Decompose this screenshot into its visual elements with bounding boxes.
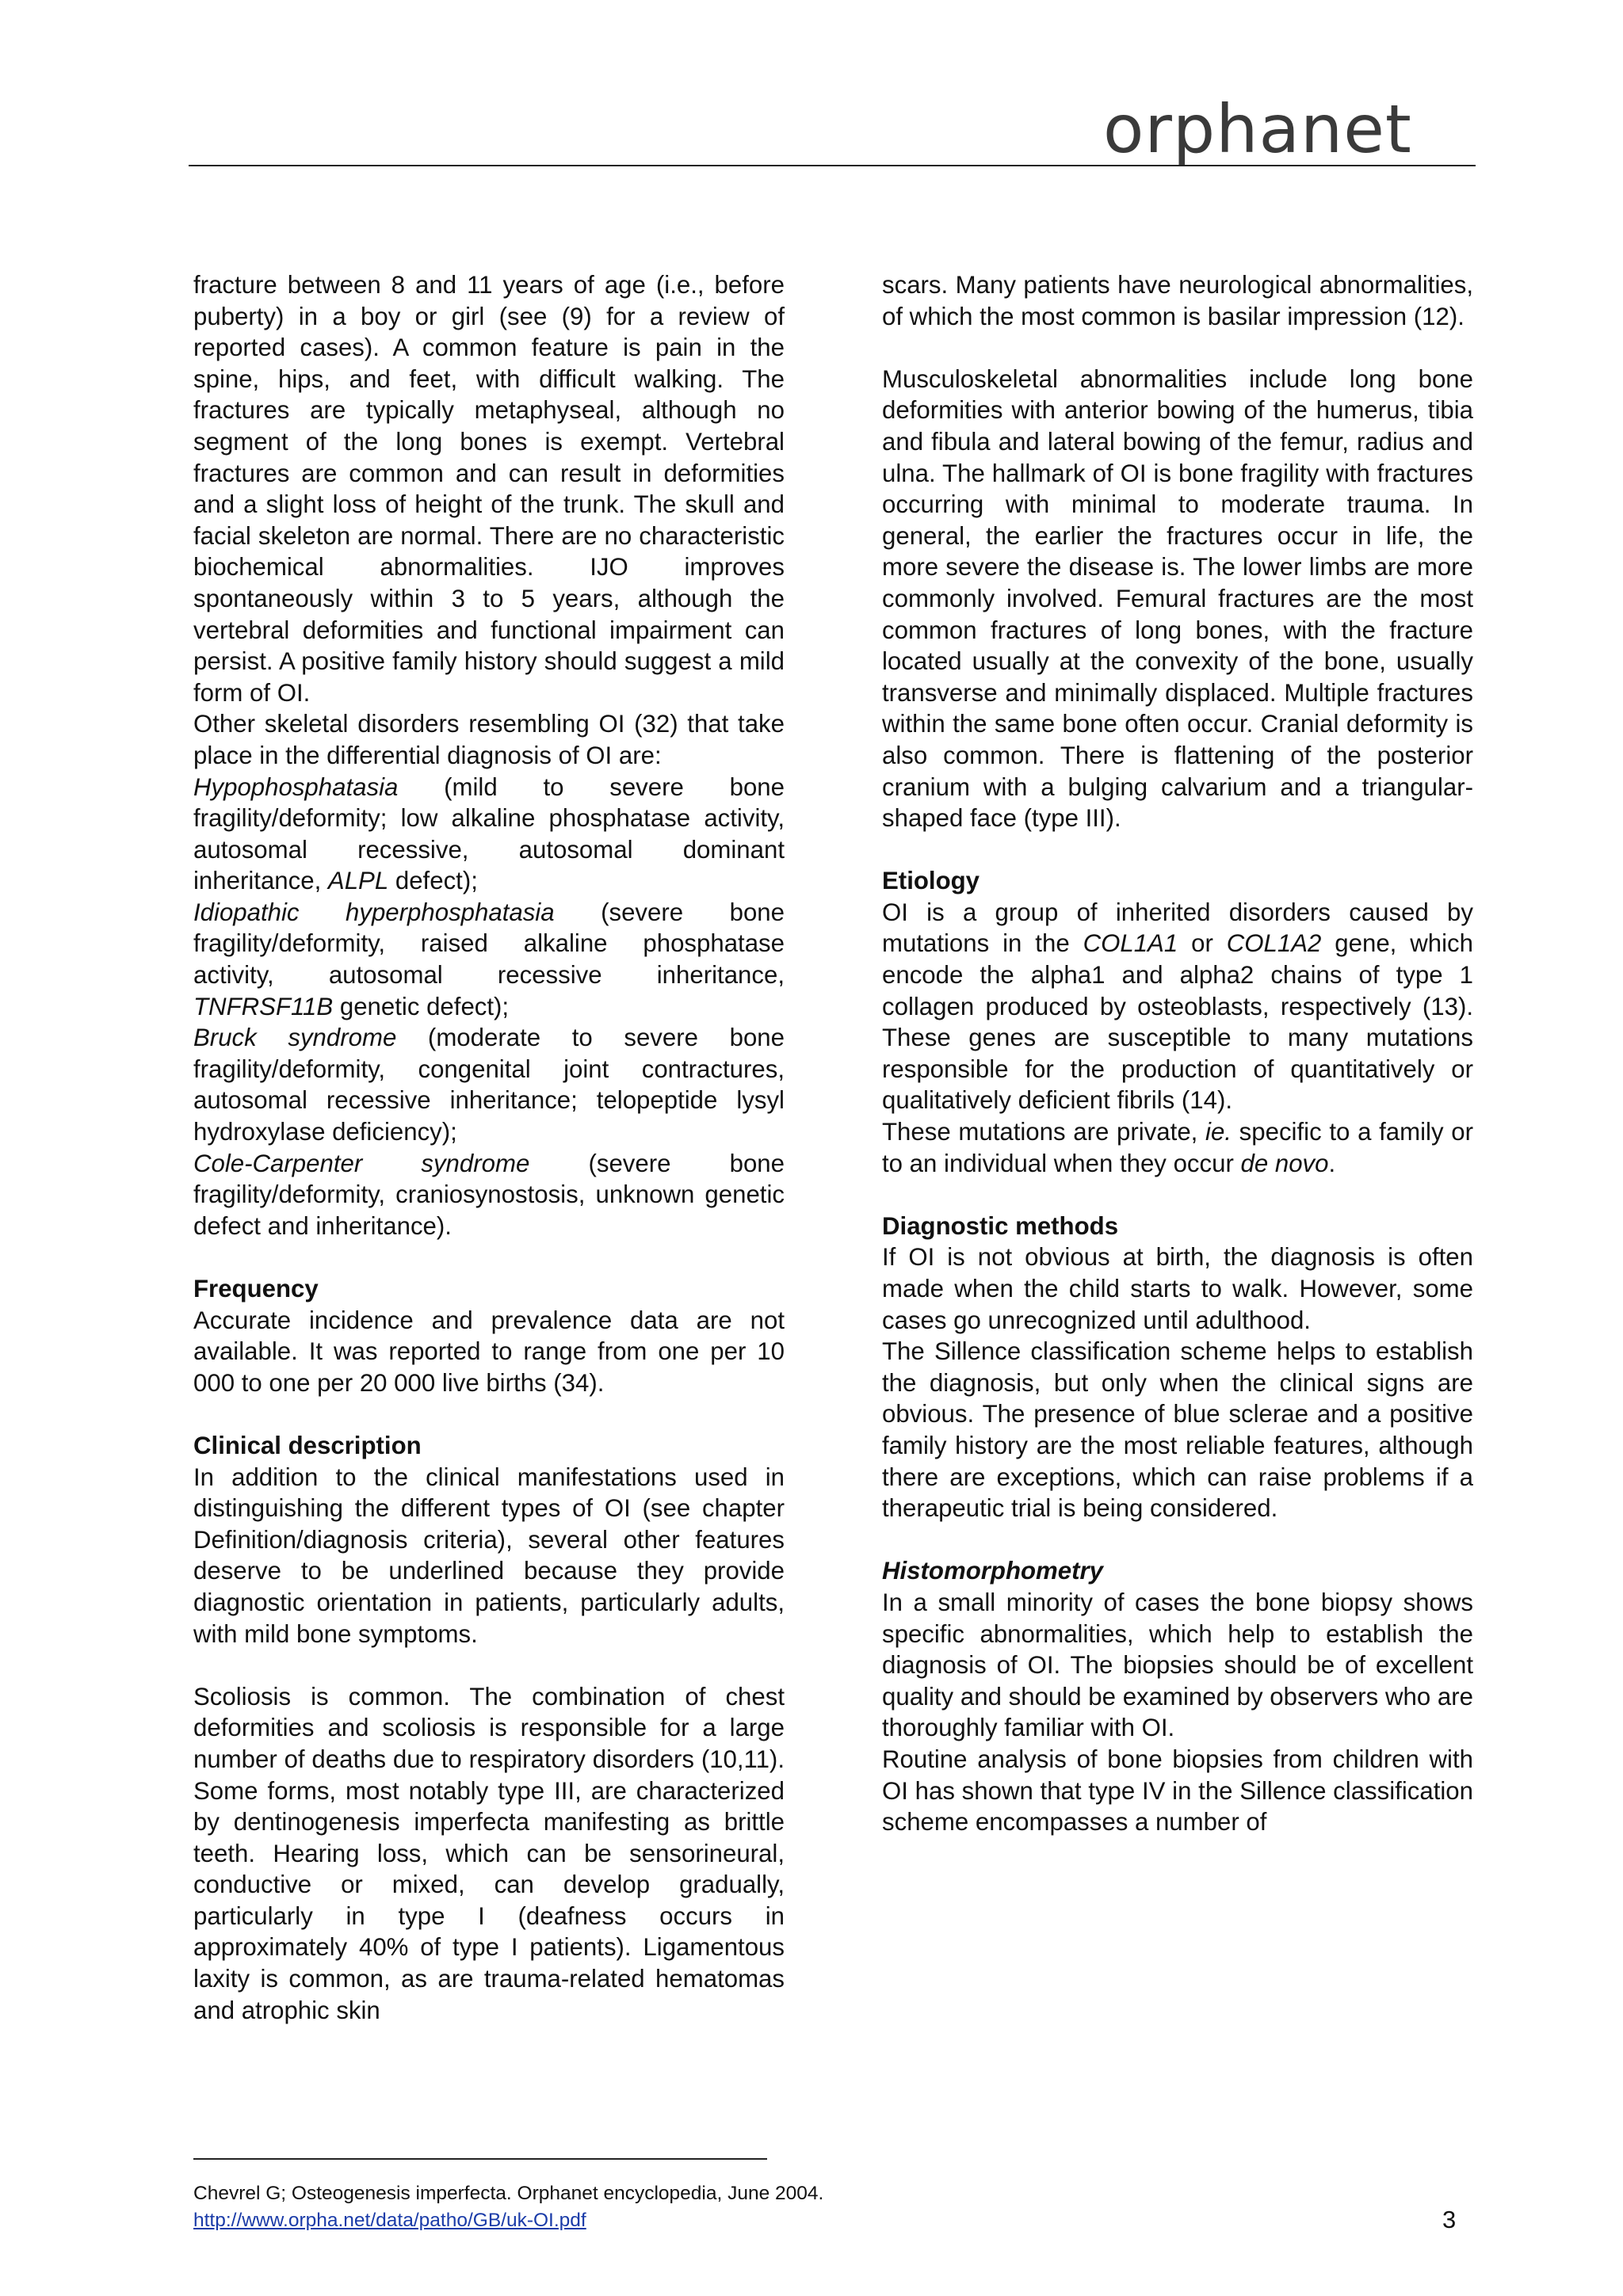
differential-hypophosphatasia: Hypophosphatasia (mild to severe bone fragility/deformity; low alkaline phosphatase activity, autosomal recessive, autosomal dominant inheritance, ALPL defect); bbox=[193, 772, 785, 895]
paragraph-ijo: fracture between 8 and 11 years of age (i.e., before puberty) in a boy or girl (see (9) for a review of reported cases). A common feature is pain in the spine, hips, and feet, with difficult walking. The fractures are typically metaphyseal, although no segment of the long bones is exempt. Vertebral fractures are common and can result in deformities and a slight loss of height of the trunk. The skull and facial skeleton are normal. There are no characteristic biochemical abnormalities. IJO improves spontaneously within 3 to 5 years, although the vertebral deformities and functional impairment can persist. A positive family history should suggest a mild form of OI. bbox=[193, 271, 785, 707]
paragraph-scars: scars. Many patients have neurological abnormalities, of which the most common is basilar impression (12). bbox=[882, 271, 1473, 330]
left-column bbox=[193, 269, 785, 2026]
page-number: 3 bbox=[1442, 2206, 1457, 2233]
heading-etiology: Etiology bbox=[882, 867, 980, 895]
footer bbox=[193, 2180, 823, 2234]
heading-diagnostic-methods: Diagnostic methods bbox=[882, 1211, 1119, 1240]
differential-hyperphosphatasia: Idiopathic hyperphosphatasia (severe bone fragility/deformity, raised alkaline phosphatase activity, autosomal recessive inheritance, TNFRSF11B genetic defect); bbox=[193, 898, 785, 1020]
footer-citation: Chevrel G; Osteogenesis imperfecta. Orphanet encyclopedia, June 2004. bbox=[193, 2183, 824, 2204]
paragraph-scoliosis: Scoliosis is common. The combination of chest deformities and scoliosis is responsible for a large number of deaths due to respiratory disorders (10,11). Some forms, most notably type III, are characterized by dentinogenesis imperfecta manifesting as brittle teeth. Hearing loss, which can be sensorineural, conductive or mixed, can develop gradually, particularly in type I (deafness occurs in approximately 40% of type I patients). Ligamentous laxity is common, as are trauma-related hematomas and atrophic skin bbox=[193, 1682, 785, 2024]
gene-name: ALPL bbox=[327, 867, 389, 895]
paragraph-histomorphometry: In a small minority of cases the bone biopsy shows specific abnormalities, which help to establish the diagnosis of OI. The biopsies should be of excellent quality and should be examined by observers who are thoroughly familiar with OI. bbox=[882, 1588, 1473, 1742]
disease-name: Bruck syndrome bbox=[193, 1024, 397, 1052]
paragraph-sillence: The Sillence classification scheme helps to establish the diagnosis, but only when the clinical signs are obvious. The presence of blue sclerae and a positive family history are the most reliable features, although there are exceptions, which can raise problems if a therapeutic trial is being considered. bbox=[882, 1337, 1473, 1523]
logo-text: orphanet bbox=[1103, 90, 1412, 168]
footer-url-link[interactable]: http://www.orpha.net/data/patho/GB/uk-OI.pdf bbox=[193, 2210, 586, 2231]
paragraph-etiology: OI is a group of inherited disorders caused by mutations in the COL1A1 or COL1A2 gene, which encode the alpha1 and alpha2 chains of type 1 collagen produced by osteoblasts, respectively (13). These genes are susceptible to many mutations responsible for the production of quantitatively or qualitatively deficient fibrils (14). bbox=[882, 898, 1473, 1115]
right-column bbox=[882, 269, 1473, 1838]
disease-name: Idiopathic hyperphosphatasia bbox=[193, 898, 555, 926]
heading-clinical-description: Clinical description bbox=[193, 1431, 422, 1459]
paragraph-mutations: These mutations are private, ie. specific to a family or to an individual when they occur de novo. bbox=[882, 1118, 1473, 1177]
gene-name: TNFRSF11B bbox=[193, 992, 334, 1020]
differential-cole-carpenter: Cole-Carpenter syndrome (severe bone fragility/deformity, craniosynostosis, unknown genetic defect and inheritance). bbox=[193, 1149, 785, 1240]
disease-name: Cole-Carpenter syndrome bbox=[193, 1149, 530, 1177]
paragraph-musculoskeletal: Musculoskeletal abnormalities include long bone deformities with anterior bowing of the humerus, tibia and fibula and lateral bowing of the femur, radius and ulna. The hallmark of OI is bone fragility with fractures occurring with minimal to moderate trauma. In general, the earlier the fractures occur in life, the more severe the disease is. The lower limbs are more commonly involved. Femural fractures are the most common fractures of long bones, with the fracture located usually at the convexity of the bone, usually transverse and minimally displaced. Multiple fractures within the same bone often occur. Cranial deformity is also common. There is flattening of the posterior cranium with a bulging calvarium and a triangular-shaped face (type III). bbox=[882, 364, 1473, 833]
disease-name: Hypophosphatasia bbox=[193, 772, 399, 801]
paragraph-differential: Other skeletal disorders resembling OI (32) that take place in the differential diagnosis of OI are: bbox=[193, 710, 785, 769]
header-rule bbox=[189, 165, 1476, 166]
differential-bruck: Bruck syndrome (moderate to severe bone fragility/deformity, congenital joint contractures, autosomal recessive inheritance; telopeptide lysyl hydroxylase deficiency); bbox=[193, 1024, 785, 1146]
gene-name: COL1A2 bbox=[1226, 929, 1322, 958]
heading-frequency: Frequency bbox=[193, 1275, 319, 1302]
orphanet-logo bbox=[1103, 90, 1420, 168]
footer-rule bbox=[193, 2158, 767, 2160]
paragraph-diagnostic: If OI is not obvious at birth, the diagnosis is often made when the child starts to walk. However, some cases go unrecognized until adulthood. bbox=[882, 1243, 1473, 1334]
paragraph-frequency: Accurate incidence and prevalence data are not available. It was reported to range from one per 10 000 to one per 20 000 live births (34). bbox=[193, 1306, 785, 1397]
paragraph-routine-analysis: Routine analysis of bone biopsies from children with OI has shown that type IV in the Sillence classification scheme encompasses a number of bbox=[882, 1745, 1473, 1836]
heading-histomorphometry: Histomorphometry bbox=[882, 1557, 1103, 1585]
paragraph-clinical: In addition to the clinical manifestations used in distinguishing the different types of OI (see chapter Definition/diagnosis criteria), several other features deserve to be underlined because they provide diagnostic orientation in patients, particularly adults, with mild bone symptoms. bbox=[193, 1463, 785, 1648]
gene-name: COL1A1 bbox=[1083, 929, 1178, 958]
